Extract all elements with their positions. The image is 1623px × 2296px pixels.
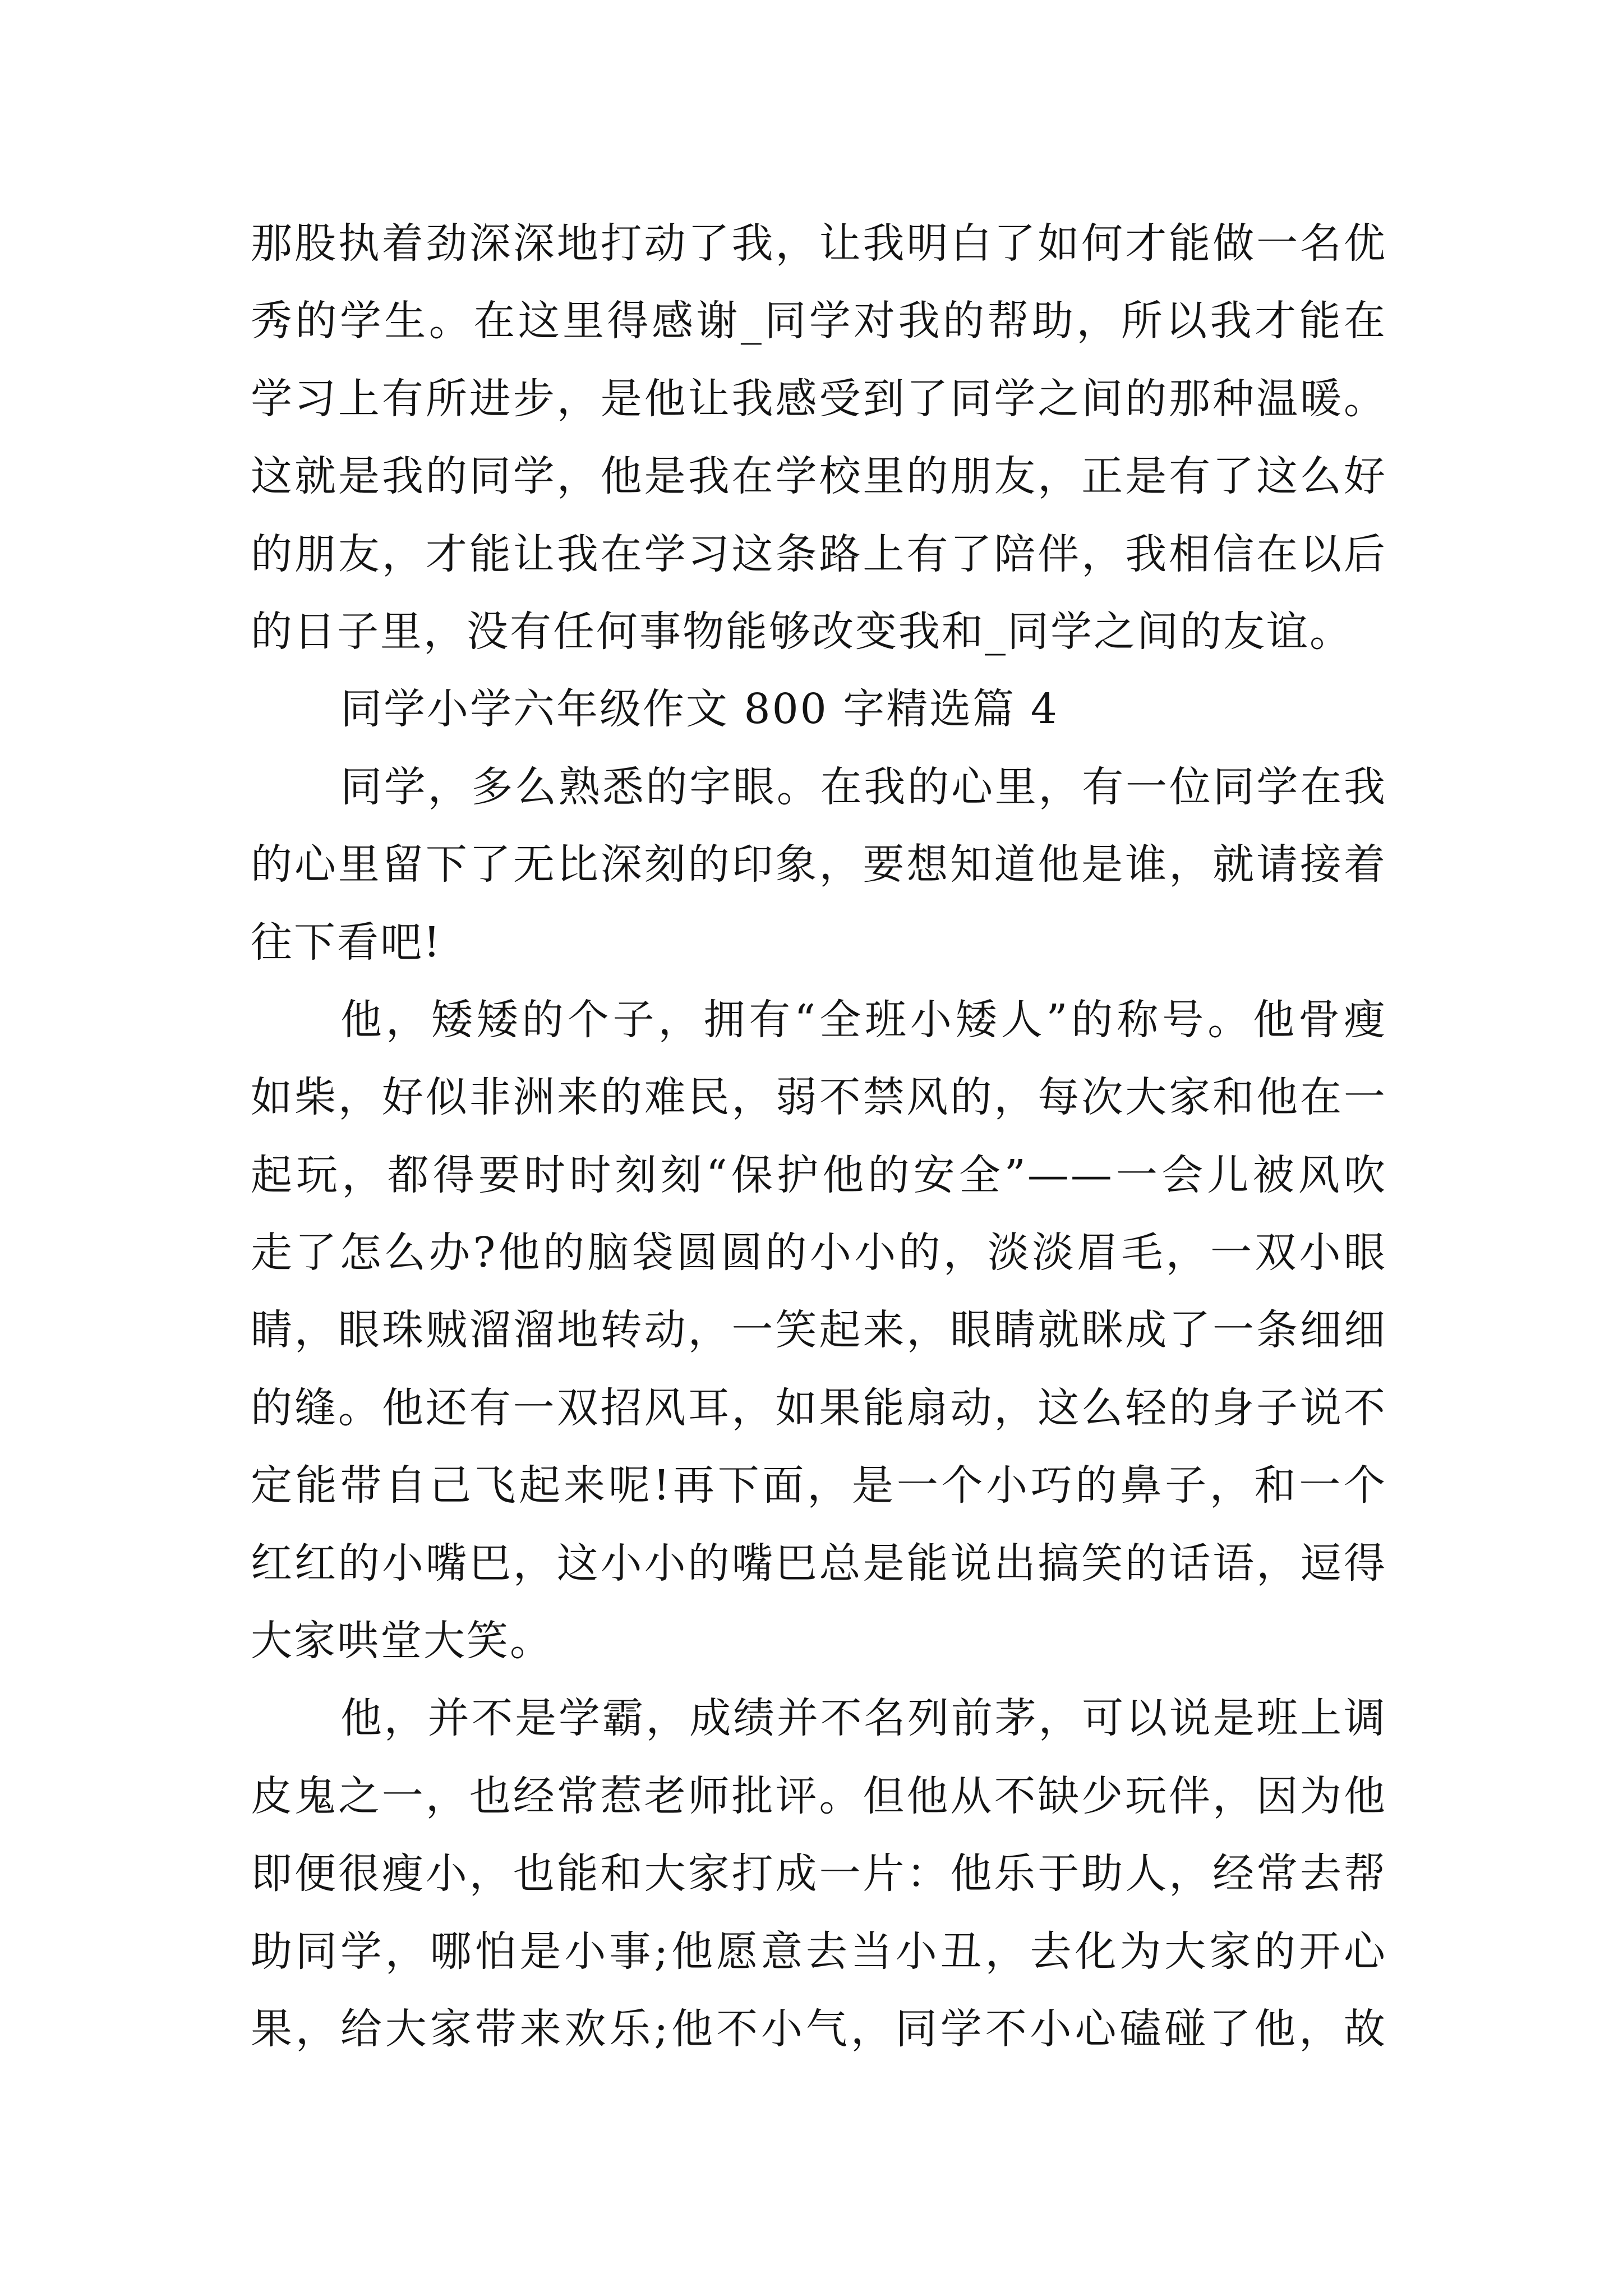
paragraph <box>251 748 1387 981</box>
text-line: 这就是我的同学，他是我在学校里的朋友，正是有了这么好 <box>251 452 1387 501</box>
text-line: 红红的小嘴巴，这小小的嘴巴总是能说出搞笑的话语，逗得 <box>251 1539 1387 1588</box>
paragraph <box>251 1680 1387 2068</box>
text-line: 那股执着劲深深地打动了我，让我明白了如何才能做一名优 <box>251 219 1387 268</box>
text-line: 他，矮矮的个子，拥有“全班小矮人”的称号。他骨瘦 <box>340 995 1387 1044</box>
text-line: 的心里留下了无比深刻的印象，要想知道他是谁，就请接着 <box>251 840 1387 889</box>
text-line: 的朋友，才能让我在学习这条路上有了陪伴，我相信在以后 <box>251 530 1387 578</box>
paragraph <box>251 205 1387 670</box>
document-body <box>251 205 1387 2068</box>
text-line: 睛，眼珠贼溜溜地转动，一笑起来，眼睛就眯成了一条细细 <box>251 1306 1387 1355</box>
text-line: 同学，多么熟悉的字眼。在我的心里，有一位同学在我 <box>340 762 1387 811</box>
text-line: 秀的学生。在这里得感谢_同学对我的帮助，所以我才能在 <box>251 297 1387 346</box>
text-line: 果，给大家带来欢乐;他不小气，同学不小心磕碰了他，故 <box>251 2004 1387 2053</box>
text-line: 的日子里，没有任何事物能够改变我和_同学之间的友谊。 <box>251 607 1353 656</box>
text-line: 走了怎么办?他的脑袋圆圆的小小的，淡淡眉毛，一双小眼 <box>251 1228 1387 1277</box>
text-line: 起玩，都得要时时刻刻“保护他的安全”——一会儿被风吹 <box>251 1151 1387 1199</box>
text-line: 他，并不是学霸，成绩并不名列前茅，可以说是班上调 <box>340 1694 1387 1743</box>
paragraph <box>251 981 1387 1680</box>
text-line: 如柴，好似非洲来的难民，弱不禁风的，每次大家和他在一 <box>251 1073 1387 1122</box>
text-line: 学习上有所进步，是他让我感受到了同学之间的那种温暖。 <box>251 374 1387 423</box>
text-line: 即便很瘦小，也能和大家打成一片：他乐于助人，经常去帮 <box>251 1849 1387 1898</box>
text-line: 助同学，哪怕是小事;他愿意去当小丑，去化为大家的开心 <box>251 1927 1387 1976</box>
text-line: 定能带自己飞起来呢!再下面，是一个小巧的鼻子，和一个 <box>251 1461 1387 1510</box>
section-heading <box>251 670 1387 748</box>
text-line: 的缝。他还有一双招风耳，如果能扇动，这么轻的身子说不 <box>251 1383 1387 1432</box>
text-line: 往下看吧! <box>251 918 442 967</box>
text-line: 大家哄堂大笑。 <box>251 1617 553 1665</box>
section-heading-text: 同学小学六年级作文 800 字精选篇 4 <box>340 685 1059 734</box>
text-line: 皮鬼之一，也经常惹老师批评。但他从不缺少玩伴，因为他 <box>251 1772 1387 1820</box>
